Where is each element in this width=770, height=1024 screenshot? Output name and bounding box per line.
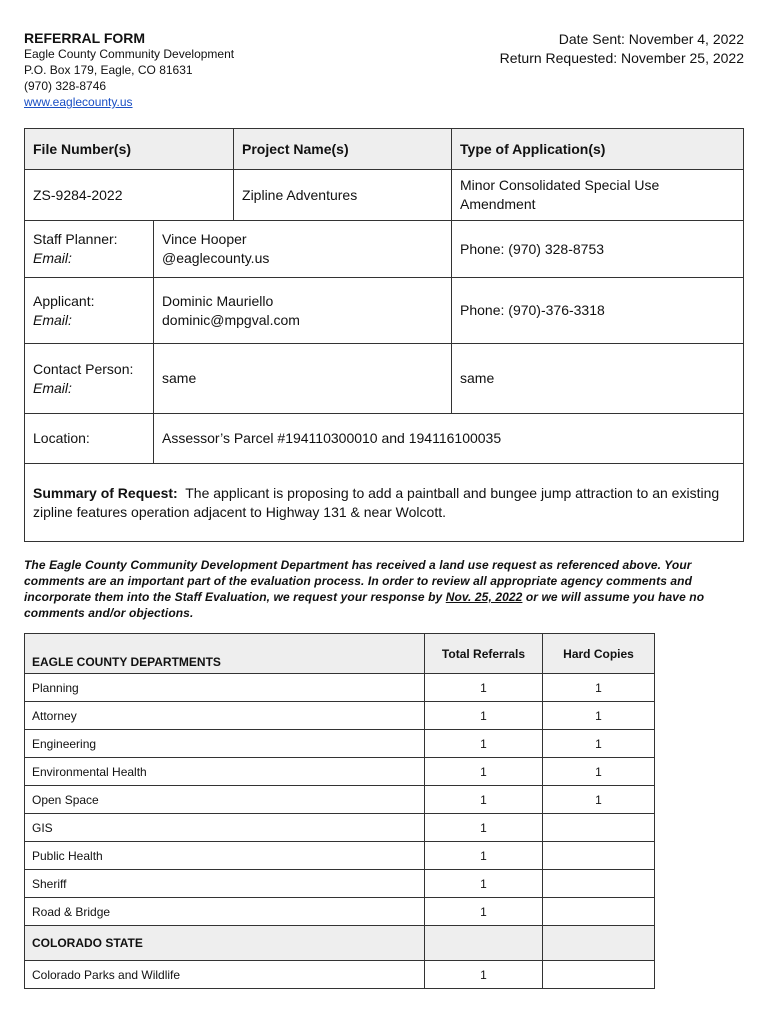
contact-person-label: Contact Person: bbox=[33, 360, 134, 377]
response-notice bbox=[24, 557, 746, 621]
hard-copies-header: Hard Copies bbox=[543, 634, 655, 674]
total-referrals-value: 1 bbox=[425, 730, 543, 758]
summary-row bbox=[25, 464, 744, 542]
total-referrals-value: 1 bbox=[425, 674, 543, 702]
table-row bbox=[25, 674, 655, 702]
applicant-email-label: Email: bbox=[33, 311, 72, 328]
project-name-value: Zipline Adventures bbox=[234, 170, 452, 221]
organization-website-link[interactable]: www.eaglecounty.us bbox=[24, 95, 133, 109]
table-row bbox=[25, 898, 655, 926]
staff-planner-email-label: Email: bbox=[33, 250, 72, 266]
application-type-value: Minor Consolidated Special Use Amendment bbox=[452, 170, 744, 221]
contact-person-email-label: Email: bbox=[33, 379, 72, 396]
applicant-phone: Phone: (970)-376-3318 bbox=[452, 278, 744, 344]
department-name: GIS bbox=[25, 814, 425, 842]
total-referrals-value: 1 bbox=[425, 814, 543, 842]
notice-deadline: Nov. 25, 2022 bbox=[445, 590, 523, 604]
hard-copies-value bbox=[543, 814, 655, 842]
department-name: Planning bbox=[25, 674, 425, 702]
table-row bbox=[25, 842, 655, 870]
referral-info-table bbox=[24, 128, 744, 542]
application-types-header: Type of Application(s) bbox=[452, 129, 744, 170]
hard-copies-value: 1 bbox=[543, 758, 655, 786]
hard-copies-value bbox=[543, 842, 655, 870]
staff-planner-label-cell bbox=[25, 221, 154, 278]
applicant-email: dominic@mpgval.com bbox=[162, 311, 300, 328]
state-section-row bbox=[25, 926, 655, 961]
location-value: Assessor’s Parcel #194110300010 and 194116100035 bbox=[154, 414, 744, 464]
summary-cell bbox=[25, 464, 744, 542]
table-row bbox=[25, 730, 655, 758]
staff-planner-name: Vince Hooper bbox=[162, 231, 247, 247]
hard-copies-value bbox=[543, 870, 655, 898]
departments-table bbox=[24, 633, 655, 989]
total-referrals-header: Total Referrals bbox=[425, 634, 543, 674]
applicant-label-cell bbox=[25, 278, 154, 344]
state-section-header: COLORADO STATE bbox=[25, 926, 425, 961]
table-row bbox=[25, 814, 655, 842]
contact-person-label-cell bbox=[25, 344, 154, 414]
total-referrals-value: 1 bbox=[425, 842, 543, 870]
staff-planner-email: @eaglecounty.us bbox=[162, 250, 270, 266]
organization-block bbox=[24, 30, 234, 110]
table-row bbox=[25, 870, 655, 898]
department-name: Colorado Parks and Wildlife bbox=[25, 961, 425, 989]
location-label: Location: bbox=[25, 414, 154, 464]
department-name: Engineering bbox=[25, 730, 425, 758]
section-blank-cell bbox=[425, 926, 543, 961]
contact-person-row bbox=[25, 344, 744, 414]
applicant-name: Dominic Mauriello bbox=[162, 292, 274, 309]
file-number-value: ZS-9284-2022 bbox=[25, 170, 234, 221]
file-row bbox=[25, 170, 744, 221]
summary-text: The applicant is proposing to add a paintball and bungee jump attraction to an existing zipline features operation adjacent to Highway 131 & near Wolcott. bbox=[33, 484, 720, 520]
table-row bbox=[25, 758, 655, 786]
hard-copies-value: 1 bbox=[543, 702, 655, 730]
department-name: Attorney bbox=[25, 702, 425, 730]
summary-label: Summary of Request: bbox=[33, 484, 178, 501]
return-requested-date: Return Requested: November 25, 2022 bbox=[499, 50, 744, 66]
total-referrals-value: 1 bbox=[425, 961, 543, 989]
applicant-row bbox=[25, 278, 744, 344]
project-names-header: Project Name(s) bbox=[234, 129, 452, 170]
total-referrals-value: 1 bbox=[425, 758, 543, 786]
staff-planner-value-cell bbox=[154, 221, 452, 278]
notice-text-before: The Eagle County Community Development Department has received a land use request as referenced above. Your comments are an important part of the evaluation process. In order to review all appropriate agency comments and incorporate them into the Staff Evaluation, we request your response by bbox=[24, 558, 693, 604]
table-row bbox=[25, 702, 655, 730]
department-name: Sheriff bbox=[25, 870, 425, 898]
notice-text-after: or we will assume you have no comments and/or objections. bbox=[24, 590, 705, 620]
hard-copies-value: 1 bbox=[543, 674, 655, 702]
departments-header: EAGLE COUNTY DEPARTMENTS bbox=[25, 634, 425, 674]
department-name: Public Health bbox=[25, 842, 425, 870]
table-row bbox=[25, 786, 655, 814]
staff-planner-label: Staff Planner: bbox=[33, 231, 118, 247]
hard-copies-value: 1 bbox=[543, 730, 655, 758]
location-row bbox=[25, 414, 744, 464]
hard-copies-value bbox=[543, 961, 655, 989]
applicant-label: Applicant: bbox=[33, 292, 95, 309]
applicant-value-cell bbox=[154, 278, 452, 344]
total-referrals-value: 1 bbox=[425, 870, 543, 898]
total-referrals-value: 1 bbox=[425, 702, 543, 730]
total-referrals-value: 1 bbox=[425, 898, 543, 926]
departments-header-row bbox=[25, 634, 655, 674]
table-row bbox=[25, 961, 655, 989]
info-header-row bbox=[25, 129, 744, 170]
staff-planner-phone: Phone: (970) 328-8753 bbox=[452, 221, 744, 278]
dates-block bbox=[500, 30, 744, 68]
department-name: Open Space bbox=[25, 786, 425, 814]
contact-person-phone: same bbox=[452, 344, 744, 414]
staff-planner-row bbox=[25, 221, 744, 278]
form-title: REFERRAL FORM bbox=[24, 30, 146, 46]
organization-name: Eagle County Community Development bbox=[24, 47, 235, 61]
contact-person-value: same bbox=[154, 344, 452, 414]
date-sent: Date Sent: November 4, 2022 bbox=[558, 31, 744, 47]
section-blank-cell bbox=[543, 926, 655, 961]
file-numbers-header: File Number(s) bbox=[25, 129, 234, 170]
organization-address: P.O. Box 179, Eagle, CO 81631 bbox=[24, 63, 193, 77]
department-name: Environmental Health bbox=[25, 758, 425, 786]
organization-phone: (970) 328-8746 bbox=[24, 79, 107, 93]
hard-copies-value bbox=[543, 898, 655, 926]
hard-copies-value: 1 bbox=[543, 786, 655, 814]
department-name: Road & Bridge bbox=[25, 898, 425, 926]
total-referrals-value: 1 bbox=[425, 786, 543, 814]
